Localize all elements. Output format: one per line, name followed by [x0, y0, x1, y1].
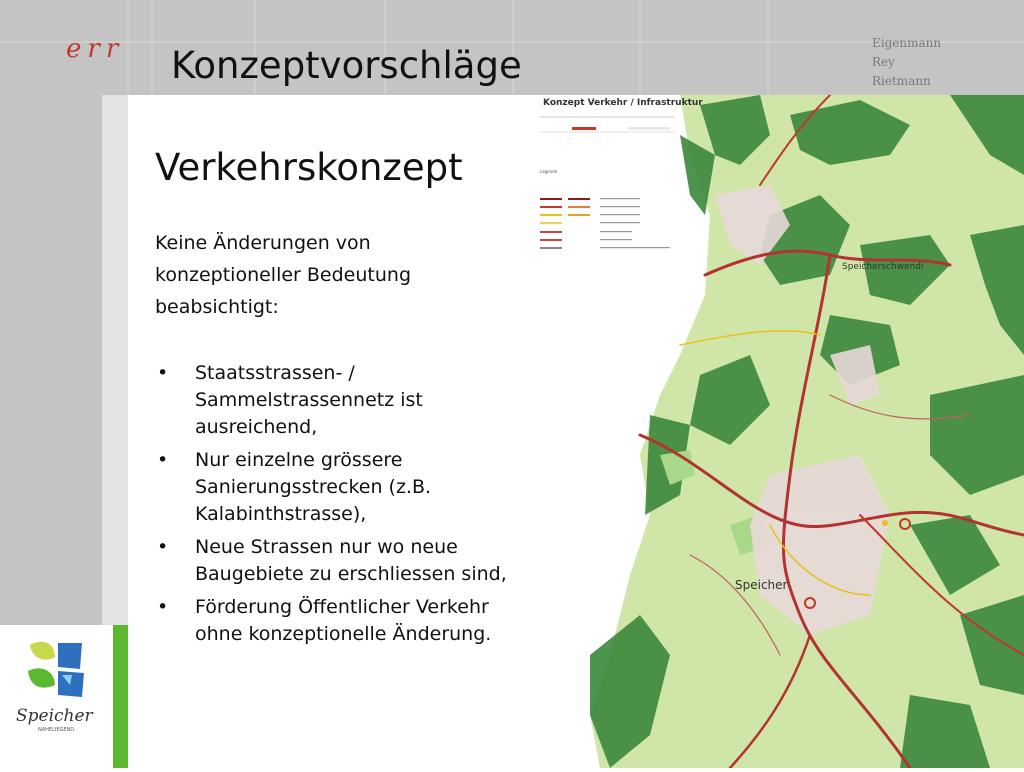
bullet-text: Förderung Öffentlicher Verkehr ohne konzeptionelle Änderung. — [195, 596, 492, 645]
svg-text:Legende: Legende — [540, 169, 558, 174]
author-name: Rietmann — [872, 74, 931, 88]
speicher-logo — [0, 625, 128, 768]
map-title: Konzept Verkehr / Infrastruktur — [543, 98, 703, 108]
bullet-dot: • — [157, 449, 169, 471]
bullet-item — [155, 534, 525, 588]
speicher-logo-graphic — [0, 625, 128, 768]
slide-title: Konzeptvorschläge — [171, 44, 522, 87]
bullet-text: Staatsstrassen- / Sammelstrassennetz ist ausreichend, — [195, 362, 423, 438]
logo-tagline: NAHELIEGEND. — [38, 727, 76, 733]
bullet-dot: • — [157, 536, 169, 558]
map-label: Speicherschwendi — [842, 262, 924, 272]
map-label: Speicher — [735, 578, 788, 592]
bullet-dot: • — [157, 362, 169, 384]
left-band — [0, 95, 102, 625]
author-name: Rey — [872, 55, 895, 69]
author-list — [872, 34, 941, 91]
bullet-text: Neue Strassen nur wo neue Baugebiete zu erschliessen sind, — [195, 536, 507, 585]
section-heading: Verkehrskonzept — [155, 146, 463, 189]
intro-text: Keine Änderungen von konzeptioneller Bedeutung beabsichtigt: — [155, 232, 412, 318]
author-name: Eigenmann — [872, 36, 942, 50]
bullet-dot: • — [157, 596, 169, 618]
err-logo: err — [66, 34, 125, 64]
traffic-concept-map — [530, 95, 1024, 768]
bullet-item — [155, 447, 525, 528]
bullet-item — [155, 594, 525, 648]
bullet-text: Nur einzelne grössere Sanierungsstrecken (z.B. Kalabinthstrasse), — [195, 449, 432, 525]
bullet-list — [155, 360, 525, 654]
bullet-item — [155, 360, 525, 441]
logo-name: Speicher — [16, 706, 93, 726]
